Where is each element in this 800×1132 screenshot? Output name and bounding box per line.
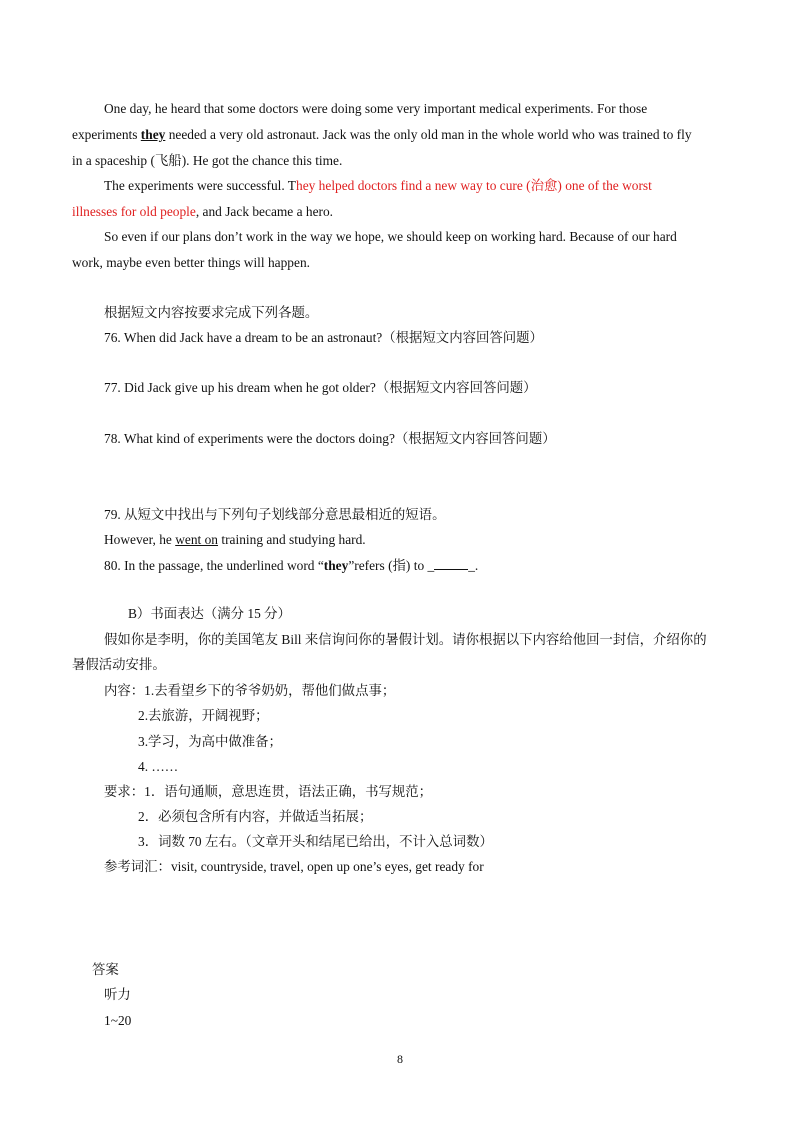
underlined-went-on: went on (175, 532, 219, 547)
writing-requirement: 3．词数 70 左右。（文章开头和结尾已给出，不计入总词数） (138, 834, 493, 849)
passage-line: illnesses for old people, and Jack became a hero. (72, 204, 334, 219)
underlined-they: they (140, 127, 166, 142)
passage-line: One day, he heard that some doctors were doing some very important medical experiments. For those (104, 101, 648, 116)
highlighted-sentence: illnesses for old people (72, 204, 196, 219)
writing-prompt: 暑假活动安排。 (72, 657, 166, 672)
writing-content: 4. …… (138, 759, 179, 774)
answers-title: 答案 (92, 962, 119, 977)
passage-line: experiments they needed a very old astronaut. Jack was the only old man in the whole world who was trained to fly (72, 127, 692, 142)
question-78: 78. What kind of experiments were the doctors doing?（根据短文内容回答问题） (104, 431, 556, 446)
passage-line: The experiments were successful. They helped doctors find a new way to cure (治愈) one of the worst (104, 178, 652, 193)
question-79: 79. 从短文中找出与下列句子划线部分意思最相近的短语。 (104, 507, 446, 522)
writing-content: 内容：1.去看望乡下的爷爷奶奶，帮他们做点事； (104, 683, 396, 698)
page-number: 8 (397, 1052, 403, 1066)
question-80: 80. In the passage, the underlined word “they”refers (指) to _ _. (104, 558, 479, 573)
passage-line: So even if our plans don’t work in the way we hope, we should keep on working hard. Because of our hard (104, 229, 677, 244)
writing-title: B）书面表达（满分 15 分） (128, 606, 291, 621)
question-77: 77. Did Jack give up his dream when he got older?（根据短文内容回答问题） (104, 380, 537, 395)
question-76: 76. When did Jack have a dream to be an astronaut?（根据短文内容回答问题） (104, 330, 543, 345)
answers-range: 1~20 (104, 1013, 132, 1028)
writing-requirement: 2．必须包含所有内容，并做适当拓展； (138, 809, 373, 824)
writing-content: 3.学习，为高中做准备； (138, 734, 282, 749)
answer-blank (434, 557, 468, 570)
writing-content: 2.去旅游，开阔视野； (138, 708, 269, 723)
writing-vocabulary: 参考词汇：visit, countryside, travel, open up one’s eyes, get ready for (104, 859, 484, 874)
question-instruction: 根据短文内容按要求完成下列各题。 (104, 305, 319, 320)
writing-requirement: 要求：1．语句通顺，意思连贯，语法正确，书写规范； (104, 784, 433, 799)
passage-line: in a spaceship (飞船). He got the chance this time. (72, 153, 343, 168)
answers-listening: 听力 (104, 987, 131, 1002)
highlighted-sentence: hey helped doctors find a new way to cure (治愈) one of the worst (296, 178, 652, 193)
question-79-sentence: However, he went on training and studying hard. (104, 532, 366, 547)
writing-prompt: 假如你是李明，你的美国笔友 Bill 来信询问你的暑假计划。请你根据以下内容给他回一封信，介绍你的 (104, 632, 707, 647)
passage-line: work, maybe even better things will happen. (72, 255, 310, 270)
